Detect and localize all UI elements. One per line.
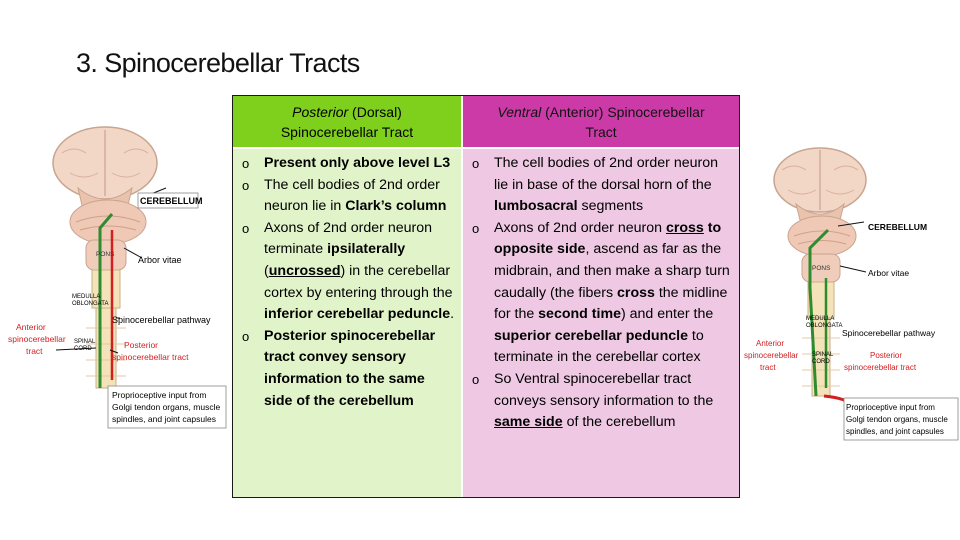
- point-text: The cell bodies of 2nd order neuron lie in base of the dorsal horn of the: [494, 155, 718, 193]
- brain-diagram: [0, 118, 232, 448]
- point-text: Posterior spinocerebellar tract convey sensory information to the same side of the cerebellum: [264, 327, 436, 409]
- point-text: Axons of 2nd order neuron: [494, 219, 666, 236]
- anterior-tract-label-3: tract: [760, 363, 776, 372]
- point-text: The cell bodies of 2nd order neuron lie in: [264, 176, 440, 215]
- posterior-tract-label: Posterior: [870, 351, 903, 360]
- posterior-list: [241, 153, 455, 412]
- point-emphasis: superior cerebellar peduncle: [494, 327, 688, 344]
- posterior-tract-label-2: spinocerebellar tract: [112, 352, 189, 362]
- spinal-label: SPINAL: [74, 339, 96, 345]
- proprioceptive-label-2: Golgi tendon organs, muscle: [112, 402, 221, 412]
- anterior-tract-label: Anterior: [16, 322, 46, 332]
- cord-label: CORD: [812, 359, 830, 365]
- proprioceptive-label-1: Proprioceptive input from: [846, 403, 935, 412]
- posterior-tract-label-2: spinocerebellar tract: [844, 363, 917, 372]
- point-emphasis: ipsilaterally: [327, 241, 406, 258]
- posterior-tract-label: Posterior: [124, 340, 159, 350]
- ventral-header-line2: Tract: [585, 123, 617, 140]
- spinocerebellar-pathway-label: Spinocerebellar pathway: [842, 328, 936, 338]
- list-item: [241, 218, 455, 326]
- cord-label: CORD: [74, 346, 92, 352]
- list-item: [471, 369, 733, 434]
- point-emphasis: second time: [538, 306, 621, 323]
- point-text: Axons of 2nd order neuron terminate: [264, 219, 432, 258]
- list-item: [241, 326, 455, 412]
- point-text: ) and enter the: [620, 306, 714, 323]
- point-text: segments: [577, 198, 644, 215]
- posterior-header-line2: Spinocerebellar Tract: [280, 123, 414, 140]
- oblongata-label: OBLONGATA: [72, 301, 109, 307]
- ventral-header-rest: (Anterior) Spinocerebellar: [541, 103, 705, 120]
- point-emphasis: uncrossed: [268, 262, 341, 279]
- point-text: of the cerebellum: [562, 414, 676, 431]
- posterior-header: [233, 96, 461, 147]
- point-text: , ascend as far as the midbrain, and then make a sharp turn caudally (the fibers: [494, 241, 730, 301]
- point-text: So Ventral spinocerebellar tract conveys sensory information to the: [494, 370, 714, 409]
- point-text: to terminate in the cerebellar cortex: [494, 327, 704, 366]
- proprioceptive-label-1: Proprioceptive input from: [112, 390, 207, 400]
- posterior-header-rest: (Dorsal): [348, 103, 402, 120]
- point-text: the midline for the: [494, 284, 728, 323]
- slide-title: 3. Spinocerebellar Tracts: [76, 48, 360, 78]
- pons-label: PONS: [812, 265, 831, 272]
- point-text: Present only above level L3: [264, 155, 451, 171]
- ventral-column: [463, 149, 739, 497]
- point-emphasis: cross: [665, 219, 704, 236]
- point-text: .: [450, 306, 455, 323]
- anterior-tract-label-2: spinocerebellar: [8, 334, 66, 344]
- point-emphasis: lumbosacral: [494, 198, 578, 215]
- anterior-tract-label: Anterior: [756, 339, 785, 348]
- point-emphasis: Clark’s column: [345, 198, 447, 215]
- ventral-header-italic: Ventral: [497, 103, 542, 120]
- list-item: [471, 218, 733, 369]
- medulla-label: MEDULLA: [806, 316, 835, 322]
- list-item: [471, 153, 733, 218]
- proprioceptive-label-3: spindles, and joint capsules: [846, 427, 944, 436]
- point-emphasis: same side: [494, 414, 563, 431]
- medulla-label: MEDULLA: [72, 294, 101, 300]
- comparison-table: [232, 95, 740, 498]
- cerebellum-label: CEREBELLUM: [868, 222, 928, 232]
- point-text: (: [264, 262, 269, 279]
- list-item: [241, 175, 455, 218]
- ventral-header: [463, 96, 739, 147]
- ventral-list: [471, 153, 733, 434]
- anterior-tract-label-2: spinocerebellar: [744, 351, 799, 360]
- spinocerebellar-illustration-left: [0, 118, 232, 448]
- point-emphasis: inferior cerebellar peduncle: [264, 306, 451, 323]
- proprioceptive-label-2: Golgi tendon organs, muscle: [846, 415, 948, 424]
- spinal-label: SPINAL: [812, 352, 834, 358]
- oblongata-label: OBLONGATA: [806, 323, 843, 329]
- proprioceptive-label-3: spindles, and joint capsules: [112, 414, 216, 424]
- point-emphasis: cross: [617, 284, 655, 301]
- posterior-header-italic: Posterior: [292, 103, 349, 120]
- arbor-vitae-label: Arbor vitae: [138, 255, 182, 265]
- anterior-tract-label-3: tract: [26, 346, 43, 356]
- arbor-vitae-label: Arbor vitae: [868, 268, 910, 278]
- point-emphasis: to opposite side: [494, 219, 722, 258]
- pons-label: PONS: [96, 251, 115, 258]
- list-item: [241, 153, 455, 175]
- posterior-column: [233, 149, 461, 497]
- cerebellum-label: CEREBELLUM: [140, 196, 203, 206]
- point-text: ) in the cerebellar cortex by entering through the: [264, 262, 453, 301]
- spinocerebellar-illustration-right: [740, 138, 960, 450]
- spinocerebellar-pathway-label: Spinocerebellar pathway: [112, 315, 211, 325]
- brain-diagram: [740, 138, 960, 450]
